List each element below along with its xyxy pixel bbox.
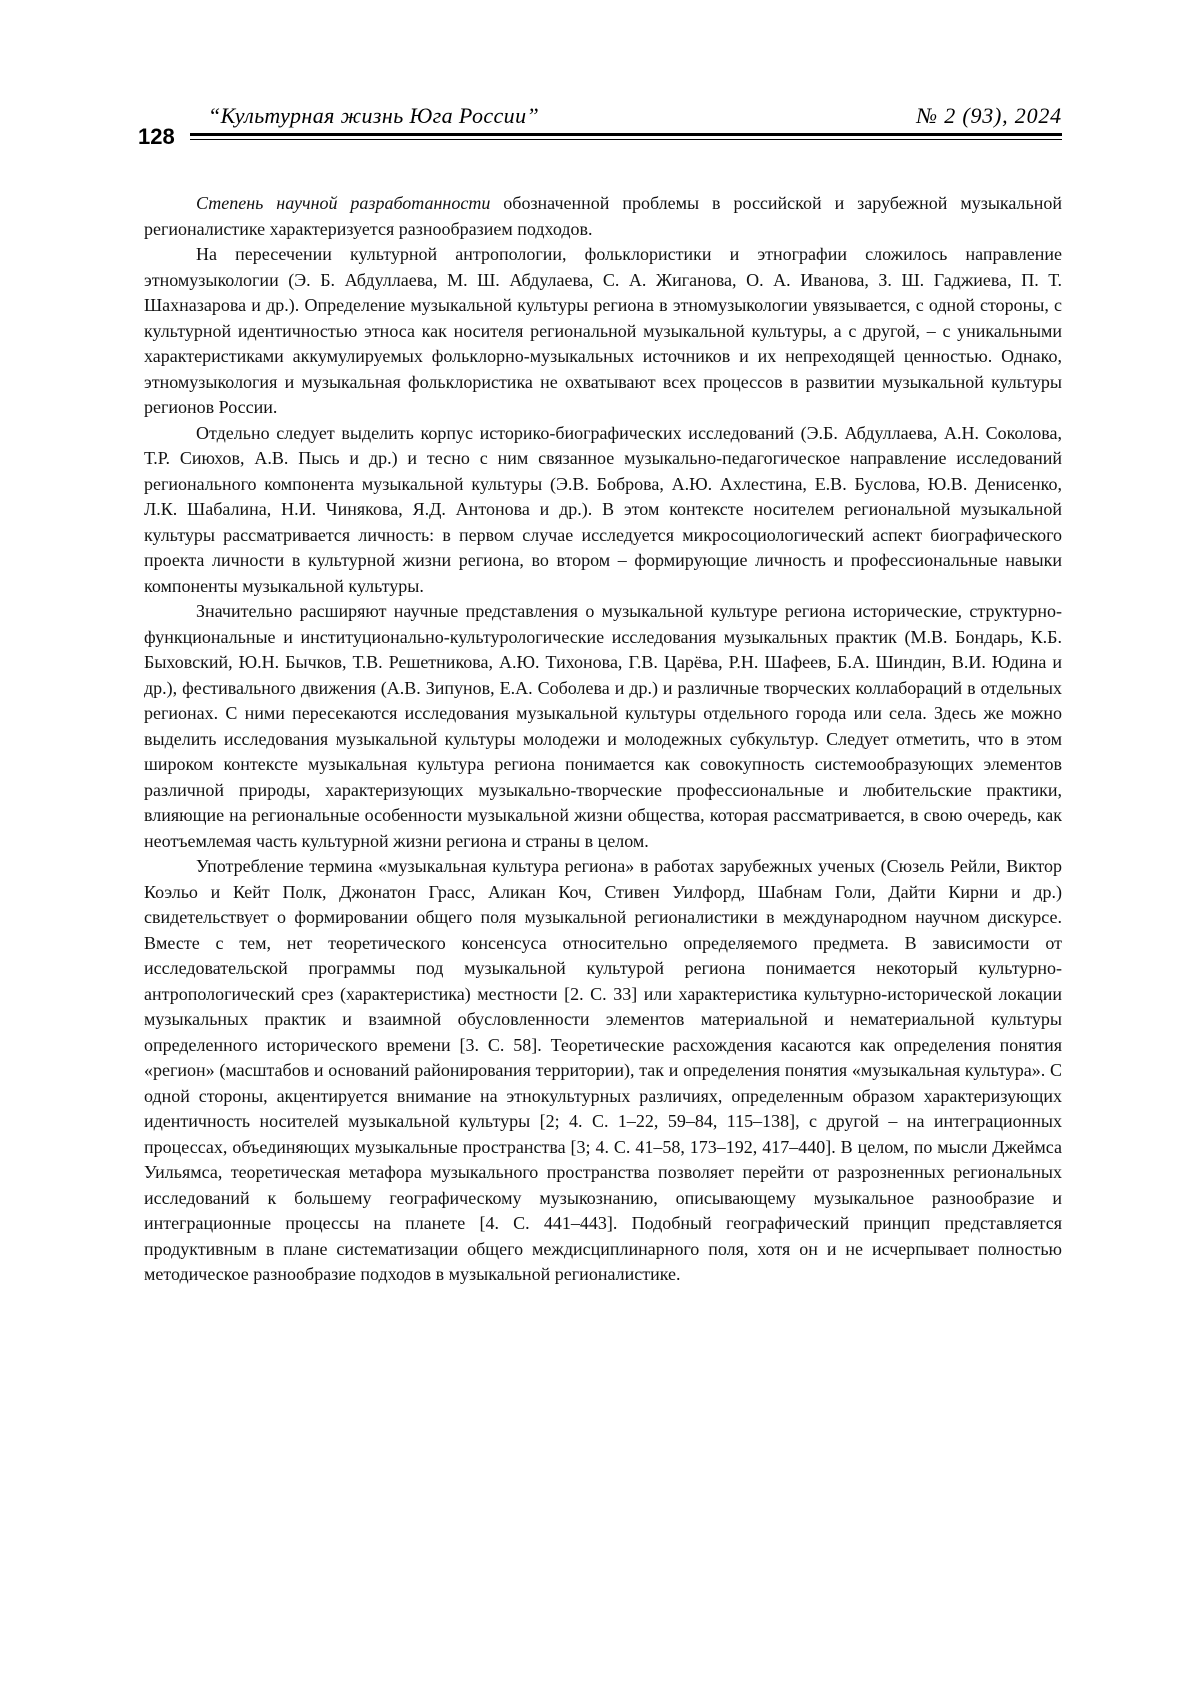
paragraph-historical-biographical: Отдельно следует выделить корпус историко-биографических исследований (Э.Б. Абдуллаева, А.Н. Соколова, Т.Р. Сиюхов, А.В. Пысь и др.) и тесно с ним связанное музыкально-педагогическое направление исследований регионального компонента музыкальной культуры (Э.В. Боброва, А.Ю. Ахлестина, Е.В. Буслова, Ю.В. Денисенко, Л.К. Шабалина, Н.И. Чинякова, Я.Д. Антонова и др.). В этом контексте носителем региональной музыкальной культуры рассматривается личность: в первом случае исследуется микросоциологический аспект биографического проекта личности в культурной жизни региона, во втором – формирующие личность и профессиональные навыки компоненты музыкальной культуры. <box>144 421 1062 600</box>
paragraph-music-practices: Значительно расширяют научные представления о музыкальной культуре региона исторические, структурно-функциональные и институционально-культурологические исследования музыкальных практик (М.В. Бондарь, К.Б. Быховский, Ю.Н. Бычков, Т.В. Решетникова, А.Ю. Тихонова, Г.В. Царёва, Р.Н. Шафеев, Б.А. Шиндин, В.И. Юдина и др.), фестивального движения (А.В. Зипунов, Е.А. Соболева и др.) и различные творческих коллабораций в отдельных регионах. С ними пересекаются исследования музыкальной культуры отдельного города или села. Здесь же можно выделить исследования музыкальной культуры молодежи и молодежных субкультур. Следует отметить, что в этом широком контексте музыкальная культура региона понимается как совокупность системообразующих элементов различной природы, характеризующих музыкально-творческие профессиональные и любительские практики, влияющие на региональные особенности музыкальной жизни общества, которая рассматривается, в свою очередь, как неотъемлемая часть культурной жизни региона и страны в целом. <box>144 599 1062 854</box>
header-rule-thin <box>190 139 1062 140</box>
paragraph-foreign-research: Употребление термина «музыкальная культура региона» в работах зарубежных ученых (Сюзель Рейли, Виктор Коэльо и Кейт Полк, Джонатон Грасс, Аликан Коч, Стивен Уилфорд, Шабнам Голи, Дайти Кирни и др.) свидетельствует о формировании общего поля музыкальной регионалистики в международном научном дискурсе. Вместе с тем, нет теоретического консенсуса относительно определяемого предмета. В зависимости от исследовательской программы под музыкальной культурой региона понимается некоторый культурно-антропологический срез (характеристика) местности [2. С. 33] или характеристика культурно-исторической локации музыкальных практик и взаимной обусловленности элементов материальной и нематериальной культуры определенного исторического времени [3. С. 58]. Теоретические расхождения касаются как определения понятия «регион» (масштабов и оснований районирования территории), так и определения понятия «музыкальная культура». С одной стороны, акцентируется внимание на этнокультурных различиях, определенным образом характеризующих идентичность носителей музыкальной культуры [2; 4. С. 1–22, 59–84, 115–138], с другой – на интеграционных процессах, объединяющих музыкальные пространства [3; 4. С. 41–58, 173–192, 417–440]. В целом, по мысли Джеймса Уильямса, теоретическая метафора музыкального пространства позволяет перейти от разрозненных региональных исследований к большему географическому музыкознанию, описывающему музыкальное разнообразие и интеграционные процессы на планете [4. С. 441–443]. Подобный географический принцип представляется продуктивным в плане систематизации общего междисциплинарного поля, хотя он и не исчерпывает полностью методическое разнообразие подходов в музыкальной регионалистике. <box>144 854 1062 1288</box>
header-rule-thick <box>190 133 1062 136</box>
issue-info: № 2 (93), 2024 <box>916 104 1062 128</box>
paragraph-lead-emphasis: Степень научной разработанности <box>196 193 490 213</box>
paragraph-ethnomusicology: На пересечении культурной антропологии, фольклористики и этнографии сложилось направление этномузыкологии (Э. Б. Абдуллаева, М. Ш. Абдулаева, С. А. Жиганова, О. А. Иванова, З. Ш. Гаджиева, П. Т. Шахназарова и др.). Определение музыкальной культуры региона в этномузыкологии увязывается, с одной стороны, с культурной идентичностью этноса как носителя региональной музыкальной культуры, а с другой, – с уникальными характеристиками аккумулируемых фольклорно-музыкальных источников и их непреходящей ценностью. Однако, этномузыкология и музыкальная фольклористика не охватывают всех процессов в развитии музыкальной культуры регионов России. <box>144 242 1062 421</box>
page-number: 128 <box>138 126 175 148</box>
paragraph-text: обозначенной проблемы в российской и зарубежной музыкальной регионалистике характеризуется разнообразием подходов. <box>144 193 1062 239</box>
paragraph-research-degree <box>144 191 1062 242</box>
journal-title: “Культурная жизнь Юга России” <box>208 104 539 128</box>
article-body <box>144 191 1062 1288</box>
